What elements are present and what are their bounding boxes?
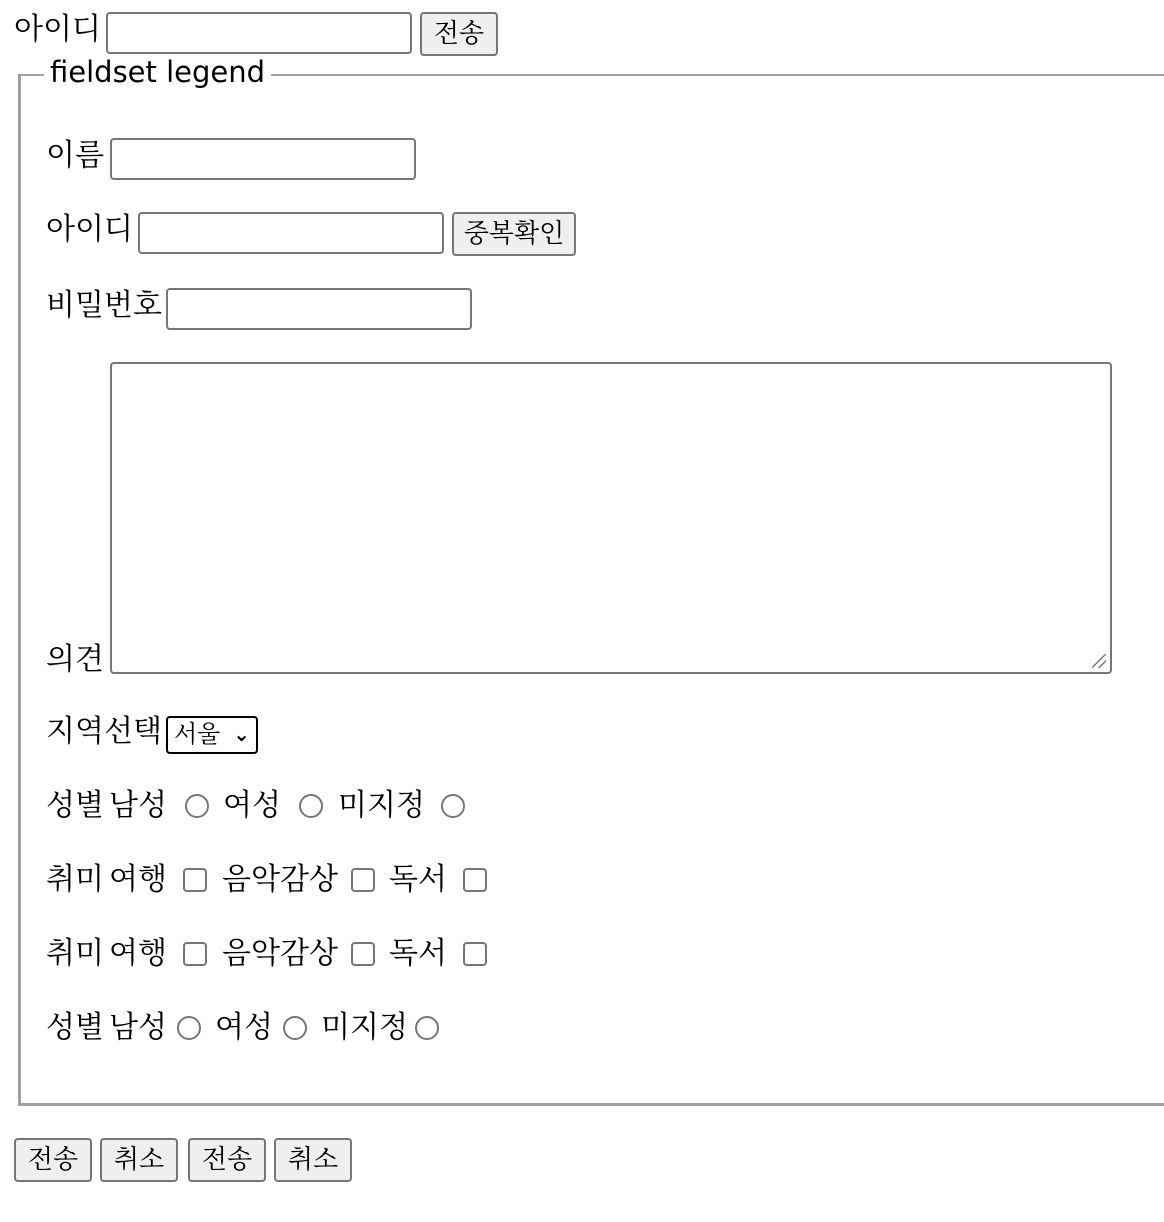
hobby-checkbox-reading-1[interactable] xyxy=(463,868,487,892)
hobby-option-music-label-1: 음악감상 xyxy=(222,862,338,897)
gender-radio-female-1[interactable] xyxy=(299,794,323,818)
id-input[interactable] xyxy=(138,212,444,254)
hobby-option-travel-label-1: 여행 xyxy=(109,862,167,897)
opinion-textarea[interactable] xyxy=(110,362,1112,674)
gender-label-2: 성별 xyxy=(46,1010,104,1045)
name-label: 이름 xyxy=(46,138,104,173)
bottom-cancel-button-2[interactable]: 취소 xyxy=(274,1138,352,1182)
password-input[interactable] xyxy=(166,288,472,330)
gender-option-female-label-1: 여성 xyxy=(223,788,281,823)
gender-radio-female-2[interactable] xyxy=(283,1016,307,1040)
gender-option-male-label-2: 남성 xyxy=(109,1010,167,1045)
region-selected-value: 서울 xyxy=(174,720,221,748)
fieldset-legend: fieldset legend xyxy=(44,54,271,90)
gender-option-unset-label-1: 미지정 xyxy=(338,788,425,823)
duplicate-check-button[interactable]: 중복확인 xyxy=(452,212,576,256)
resize-grip-icon[interactable] xyxy=(1092,654,1106,668)
opinion-label: 의견 xyxy=(46,642,104,677)
hobby-checkbox-music-1[interactable] xyxy=(351,868,375,892)
hobby-option-music-label-2: 음악감상 xyxy=(222,936,338,971)
region-label: 지역선택 xyxy=(46,714,162,749)
top-submit-button[interactable]: 전송 xyxy=(420,12,498,56)
hobby-label-1: 취미 xyxy=(46,862,104,897)
gender-option-unset-label-2: 미지정 xyxy=(321,1010,408,1045)
gender-radio-male-2[interactable] xyxy=(177,1016,201,1040)
hobby-checkbox-reading-2[interactable] xyxy=(463,942,487,966)
gender-radio-unset-2[interactable] xyxy=(415,1016,439,1040)
id-label: 아이디 xyxy=(46,212,133,247)
bottom-submit-button-2[interactable]: 전송 xyxy=(188,1138,266,1182)
hobby-checkbox-travel-2[interactable] xyxy=(183,942,207,966)
hobby-option-reading-label-1: 독서 xyxy=(389,862,447,897)
bottom-cancel-button-1[interactable]: 취소 xyxy=(100,1138,178,1182)
gender-radio-unset-1[interactable] xyxy=(441,794,465,818)
hobby-checkbox-music-2[interactable] xyxy=(351,942,375,966)
hobby-checkbox-travel-1[interactable] xyxy=(183,868,207,892)
hobby-label-2: 취미 xyxy=(46,936,104,971)
password-label: 비밀번호 xyxy=(46,288,162,323)
gender-label-1: 성별 xyxy=(46,788,104,823)
hobby-option-reading-label-2: 독서 xyxy=(389,936,447,971)
chevron-down-icon: ⌄ xyxy=(233,722,250,746)
region-select[interactable] xyxy=(166,716,258,754)
top-id-input[interactable] xyxy=(106,12,412,54)
hobby-option-travel-label-2: 여행 xyxy=(109,936,167,971)
name-input[interactable] xyxy=(110,138,416,180)
gender-radio-male-1[interactable] xyxy=(185,794,209,818)
gender-option-female-label-2: 여성 xyxy=(215,1010,273,1045)
bottom-submit-button-1[interactable]: 전송 xyxy=(14,1138,92,1182)
gender-option-male-label-1: 남성 xyxy=(109,788,167,823)
top-id-label: 아이디 xyxy=(14,12,101,47)
